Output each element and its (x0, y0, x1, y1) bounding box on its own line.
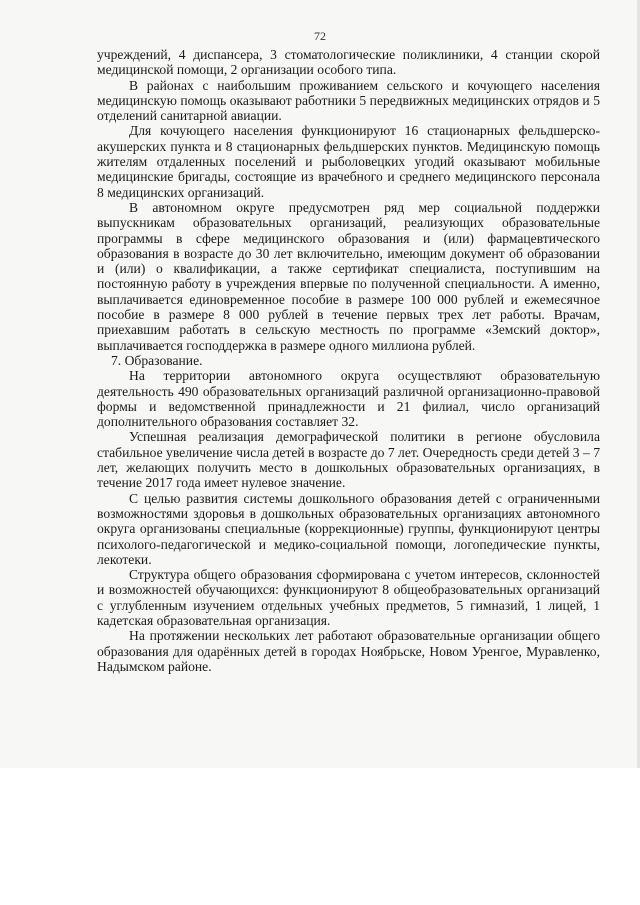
page-number: 72 (314, 29, 326, 43)
paragraph-mobile-units: В районах с наибольшим проживанием сельского и кочующего населения медицинскую помощь оказывают работники 5 передвижных медицинских отрядов и 5 отделений санитарной авиации. (97, 77, 600, 124)
paragraph-demographic-policy: Успешная реализация демографической политики в регионе обусловила стабильное увеличение числа детей в возрасте до 7 лет. Очередность среди детей 3 – 7 лет, желающих получить место в дошкольных образовательных организациях, в течение 2017 года имеет нулевое значение. (97, 429, 600, 491)
paragraph-preschool-special-groups: С целью развития системы дошкольного образования детей с ограниченными возможностями здоровья в дошкольных образовательных организациях автономного округа организованы специальные (коррекционные) группы, функционируют центры психолого-педагогической и медико-социальной помощи, логопедические пункты, лекотеки. (97, 490, 600, 567)
paragraph-education-organizations: На территории автономного округа осуществляют образовательную деятельность 490 образовательных организаций различной организационно-правовой формы и ведомственной принадлежности и 21 филиал, число организаций дополнительного образования составляет 32. (97, 368, 600, 430)
paragraph-nomadic-population: Для кочующего населения функционируют 16 стационарных фельдшерско-акушерских пункта и 8 стационарных фельдшерских пунктов. Медицинскую помощь жителям отдаленных поселений и рыболовецких угодий оказывают мобильные медицинские бригады, состоящие из врачебного и среднего медицинского персонала 8 медицинских организаций. (97, 123, 600, 200)
document-body (97, 47, 600, 674)
section-heading-education: 7. Образование. (111, 352, 203, 368)
paragraph-gifted-children: На протяжении нескольких лет работают образовательные организации общего образования для одарённых детей в городах Ноябрьске, Новом Уренгое, Муравленко, Надымском районе. (97, 628, 600, 674)
paragraph-general-education-structure: Структура общего образования сформирована с учетом интересов, склонностей и возможностей обучающихся: функционируют 8 общеобразовательных организаций с углубленным изучением отдельных учебных предметов, 5 гимназий, 1 лицей, 1 кадетская образовательная организация. (97, 567, 600, 628)
paragraph-continuation: учреждений, 4 диспансера, 3 стоматологические поликлиники, 4 станции скорой медицинской помощи, 2 организации особого типа. (97, 47, 600, 78)
paragraph-social-support: В автономном округе предусмотрен ряд мер социальной поддержки выпускникам образовательных организаций, реализующих образовательные программы в сфере медицинского образования и (или) фармацевтического образования в возрасте до 30 лет включительно, имеющим документ об образовании и (или) о квалификации, а также сертификат специалиста, поступившим на постоянную работу в учреждения впервые по полученной специальности. А именно, выплачивается единовременное пособие в размере 100 000 рублей и ежемесячное пособие в размере 8 000 рублей в течение первых трех лет работы. Врачам, приехавшим работать в сельскую местность по программе «Земский доктор», выплачивается господдержка в размере одного миллиона рублей. (97, 199, 600, 353)
